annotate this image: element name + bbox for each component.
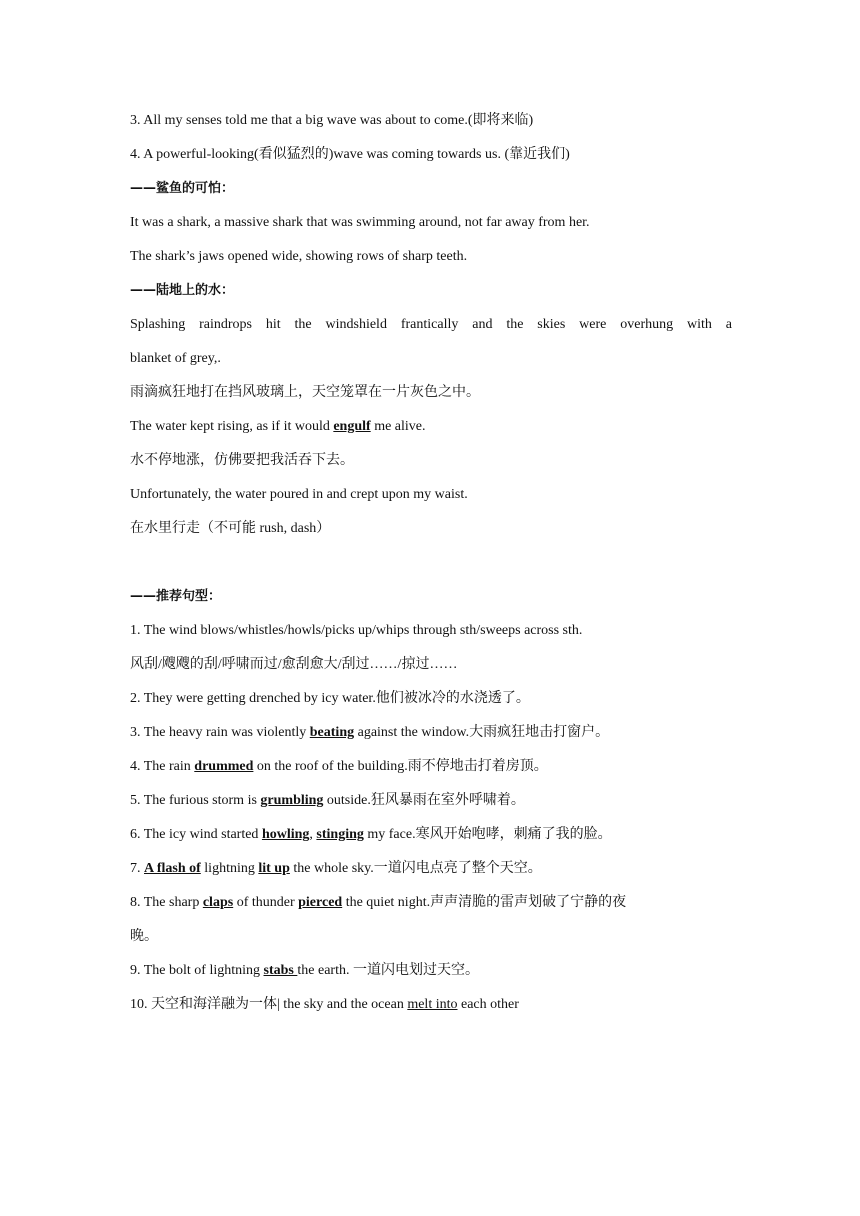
blank-line <box>130 546 732 580</box>
sentence-3-wave: 3. All my senses told me that a big wave was about to come.(即将来临) <box>130 113 534 128</box>
pattern-5: 5. The furious storm is grumbling outside.狂风暴雨在室外呼啸着。 <box>130 793 525 808</box>
water-rising-translation: 水不停地涨，仿佛要把我活吞下去。 <box>130 453 354 468</box>
keyword-drummed: drummed <box>194 759 254 774</box>
keyword-melt-into: melt into <box>407 997 458 1012</box>
keyword-lit-up: lit up <box>258 861 290 876</box>
pattern-6: 6. The icy wind started howling, stinging my face.寒风开始咆哮，刺痛了我的脸。 <box>130 827 612 842</box>
keyword-pierced: pierced <box>298 895 343 910</box>
pattern-8-cont: 晚。 <box>130 929 158 944</box>
pattern-2: 2. They were getting drenched by icy water.他们被冰冷的水浇透了。 <box>130 691 530 706</box>
raindrops-sentence-cont: blanket of grey,. <box>130 351 221 366</box>
heading-recommended-patterns: ——推荐句型： <box>130 589 222 604</box>
water-rising-sentence: The water kept rising, as if it would engulf me alive. <box>130 419 426 434</box>
water-poured-sentence: Unfortunately, the water poured in and crept upon my waist. <box>130 487 468 502</box>
document-page <box>130 104 732 1022</box>
walking-in-water-note: 在水里行走（不可能 rush, dash） <box>130 521 331 536</box>
keyword-engulf: engulf <box>333 419 371 434</box>
heading-shark: ——鲨鱼的可怕： <box>130 181 235 196</box>
keyword-stabs: stabs <box>263 963 298 978</box>
pattern-4: 4. The rain drummed on the roof of the building.雨不停地击打着房顶。 <box>130 759 548 774</box>
raindrops-sentence: Splashing raindrops hit the windshield frantically and the skies were overhung with a <box>130 317 732 332</box>
keyword-beating: beating <box>309 725 355 740</box>
pattern-3: 3. The heavy rain was violently beating against the window.大雨疯狂地击打窗户。 <box>130 725 610 740</box>
shark-sentence-1: It was a shark, a massive shark that was swimming around, not far away from her. <box>130 215 590 230</box>
sentence-4-wave: 4. A powerful-looking(看似猛烈的)wave was coming towards us. (靠近我们) <box>130 147 570 162</box>
keyword-a-flash-of: A flash of <box>144 861 201 876</box>
pattern-8: 8. The sharp claps of thunder pierced the quiet night.声声清脆的雷声划破了宁静的夜 <box>130 895 627 910</box>
raindrops-translation: 雨滴疯狂地打在挡风玻璃上，天空笼罩在一片灰色之中。 <box>130 385 480 400</box>
shark-sentence-2: The shark’s jaws opened wide, showing rows of sharp teeth. <box>130 249 468 264</box>
pattern-1-translation: 风刮/飕飕的刮/呼啸而过/愈刮愈大/刮过……/掠过…… <box>130 657 458 672</box>
pattern-9: 9. The bolt of lightning stabs the earth. 一道闪电划过天空。 <box>130 963 479 978</box>
heading-land-water: ——陆地上的水： <box>130 283 235 298</box>
keyword-claps: claps <box>202 895 234 910</box>
pattern-10: 10. 天空和海洋融为一体| the sky and the ocean melt into each other <box>130 997 519 1012</box>
pattern-1: 1. The wind blows/whistles/howls/picks up/whips through sth/sweeps across sth. <box>130 623 583 638</box>
keyword-stinging: stinging <box>316 827 364 842</box>
keyword-howling: howling <box>261 827 310 842</box>
pattern-7: 7. A flash of lightning lit up the whole sky.一道闪电点亮了整个天空。 <box>130 861 542 876</box>
keyword-grumbling: grumbling <box>260 793 324 808</box>
